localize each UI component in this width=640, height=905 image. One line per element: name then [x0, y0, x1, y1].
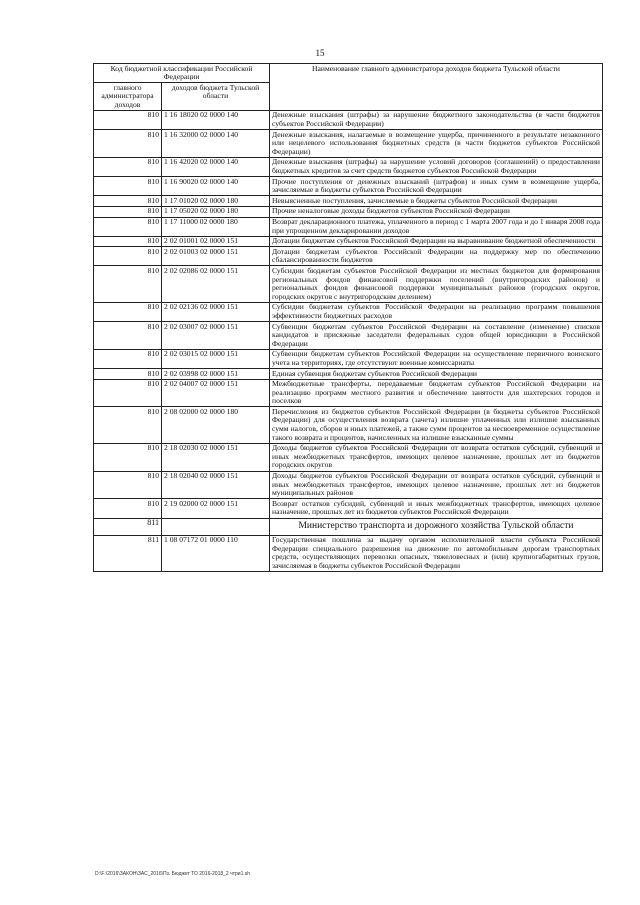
table-row	[94, 499, 603, 518]
row-admin-code: 810	[94, 266, 162, 302]
header-income-code: доходов бюджета Тульской области	[162, 83, 270, 111]
row-income-name: Денежные взыскания, налагаемые в возмещение ущерба, причиненного в результате незаконного или нецелевого использования бюджетных средств (в части бюджетов субъектов Российской Федерации)	[270, 130, 603, 158]
table-row	[94, 196, 603, 207]
row-admin-code: 810	[94, 443, 162, 471]
row-admin-code: 810	[94, 217, 162, 236]
table-body	[94, 110, 603, 571]
row-income-code: 2 02 03998 02 0000 151	[162, 369, 270, 380]
row-income-code: 2 02 02136 02 0000 151	[162, 302, 270, 321]
row-income-code: 1 16 42020 02 0000 140	[162, 157, 270, 176]
row-admin-code: 810	[94, 130, 162, 158]
row-income-name: Субвенции бюджетам субъектов Российской Федерации на осуществление первичного воинского учета на территориях, где отсутствуют военные комиссариаты	[270, 349, 603, 368]
row-admin-code: 810	[94, 349, 162, 368]
table-row	[94, 322, 603, 350]
row-income-name: Субсидии бюджетам субъектов Российской Федерации из местных бюджетов для формирования региональных фондов финансовой поддержки поселений (внутригородских районов) и региональных фондов финансовой поддержки муниципальных районов (городских округов, городских округов с внутригородским делением)	[270, 266, 603, 302]
row-income-name: Возврат декларационного платежа, уплаченного в период с 1 марта 2007 года и до 1 января 2008 года при упрощенном декларировании доходов	[270, 217, 603, 236]
row-income-name: Прочие поступления от денежных взысканий (штрафов) и иных сумм в возмещение ущерба, зачисляемые в бюджеты субъектов Российской Федерации	[270, 177, 603, 196]
row-income-name: Невыясненные поступления, зачисляемые в бюджеты субъектов Российской Федерации	[270, 196, 603, 207]
row-income-name: Денежные взыскания (штрафы) за нарушение условий договоров (соглашений) о предоставлении бюджетных кредитов за счет средств бюджетов субъектов Российской Федерации	[270, 157, 603, 176]
row-admin-code: 810	[94, 206, 162, 217]
table-row	[94, 247, 603, 266]
row-admin-code: 810	[94, 322, 162, 350]
row-income-code: 2 02 04007 02 0000 151	[162, 379, 270, 407]
row-admin-code: 810	[94, 236, 162, 247]
ministry-section-row	[94, 518, 603, 535]
row-income-name: Дотации бюджетам субъектов Российской Федерации на поддержку мер по обеспечению сбалансированности бюджетов	[270, 247, 603, 266]
table-row	[94, 266, 603, 302]
row-income-code: 2 02 01003 02 0000 151	[162, 247, 270, 266]
row-income-code: 2 02 03007 02 0000 151	[162, 322, 270, 350]
row-income-name: Доходы бюджетов субъектов Российской Федерации от возврата остатков субсидий, субвенций и иных межбюджетных трансфертов, имеющих целевое назначение, прошлых лет из бюджетов муниципальных районов	[270, 471, 603, 499]
row-income-name: Субвенции бюджетам субъектов Российской Федерации на составление (изменение) списков кандидатов в присяжные заседатели федеральных судов общей юрисдикции в Российской Федерации	[270, 322, 603, 350]
table-row	[94, 369, 603, 380]
row-income-code: 2 19 02000 02 0000 151	[162, 499, 270, 518]
row-income-code: 2 02 02086 02 0000 151	[162, 266, 270, 302]
row-admin-code: 811	[94, 535, 162, 571]
table-row	[94, 217, 603, 236]
table-row	[94, 236, 603, 247]
table-row	[94, 110, 603, 129]
row-admin-code: 810	[94, 407, 162, 443]
table-header-row	[94, 64, 603, 83]
row-admin-code: 810	[94, 369, 162, 380]
row-admin-code: 810	[94, 302, 162, 321]
row-income-code: 1 17 11000 02 0000 180	[162, 217, 270, 236]
row-admin-code: 810	[94, 247, 162, 266]
header-main-admin: главного администратора доходов	[94, 83, 162, 111]
row-admin-code: 810	[94, 499, 162, 518]
row-income-name: Межбюджетные трансферты, передаваемые бюджетам субъектов Российской Федерации на реализацию программ местного развития и обеспечение занятости для шахтерских городов и поселков	[270, 379, 603, 407]
table-row	[94, 157, 603, 176]
row-income-code: 2 18 02040 02 0000 151	[162, 471, 270, 499]
row-income-name: Возврат остатков субсидий, субвенций и иных межбюджетных трансфертов, имеющих целевое назначение, прошлых лет из бюджетов субъектов Российской Федерации	[270, 499, 603, 518]
table-row	[94, 379, 603, 407]
row-income-code: 1 16 32000 02 0000 140	[162, 130, 270, 158]
row-income-name: Дотации бюджетам субъектов Российской Федерации на выравнивание бюджетной обеспеченности	[270, 236, 603, 247]
row-admin-code: 810	[94, 196, 162, 207]
row-admin-code: 810	[94, 177, 162, 196]
row-income-code: 1 16 90020 02 0000 140	[162, 177, 270, 196]
row-income-name: Государственная пошлина за выдачу органом исполнительной власти субъекта Российской Федерации специального разрешения на движение по автомобильным дорогам транспортных средств, осуществляющих перевозки опасных, тяжеловесных и (или) крупногабаритных грузов, зачисляемая в бюджеты субъектов Российской Федерации	[270, 535, 603, 571]
row-income-name: Субсидии бюджетам субъектов Российской Федерации на реализацию программ повышения эффективности бюджетных расходов	[270, 302, 603, 321]
row-income-name: Денежные взыскания (штрафы) за нарушение бюджетного законодательства (в части бюджетов субъектов Российской Федерации)	[270, 110, 603, 129]
row-income-name: Перечисления из бюджетов субъектов Российской Федерации (в бюджеты субъектов Российской Федерации) для осуществления возврата (зачета) излишне уплаченных или излишне взысканных сумм налогов, сборов и иных платежей, а также сумм процентов за несвоевременное осуществление такого возврата и процентов, начисленных на излишне взысканные суммы	[270, 407, 603, 443]
row-admin-code: 810	[94, 110, 162, 129]
header-admin-name: Наименование главного администратора доходов бюджета Тульской области	[270, 64, 603, 111]
row-income-code: 2 02 03015 02 0000 151	[162, 349, 270, 368]
section-admin-code: 811	[94, 518, 162, 535]
page-number: 15	[315, 48, 325, 58]
row-income-code: 1 17 01020 02 0000 180	[162, 196, 270, 207]
row-admin-code: 810	[94, 157, 162, 176]
row-admin-code: 810	[94, 379, 162, 407]
row-income-name: Доходы бюджетов субъектов Российской Федерации от возврата остатков субсидий, субвенций и иных межбюджетных трансфертов, имеющих целевое назначение, прошлых лет из бюджетов городских округов	[270, 443, 603, 471]
row-income-code: 2 02 01001 02 0000 151	[162, 236, 270, 247]
row-income-name: Единая субвенция бюджетам субъектов Российской Федерации	[270, 369, 603, 380]
section-ministry-name: Министерство транспорта и дорожного хозяйства Тульской области	[270, 518, 603, 535]
file-path-footer: D:\F:\2016\ЗАКОН\ЗАС_2016\Пз. Бюджет ТО 2016-2018_2 чтри1.sh	[95, 871, 251, 877]
budget-classification-table	[93, 63, 603, 572]
table-row	[94, 349, 603, 368]
row-income-code: 2 18 02030 02 0000 151	[162, 443, 270, 471]
row-income-code: 1 16 18020 02 0000 140	[162, 110, 270, 129]
table-row	[94, 206, 603, 217]
table-row	[94, 130, 603, 158]
table-row	[94, 407, 603, 443]
row-income-name: Прочие неналоговые доходы бюджетов субъектов Российской Федерации	[270, 206, 603, 217]
header-code-group: Код бюджетной классификации Российской Федерации	[94, 64, 270, 83]
row-income-code: 1 08 07172 01 0000 110	[162, 535, 270, 571]
section-income-code	[162, 518, 270, 535]
table-row	[94, 177, 603, 196]
table-row	[94, 535, 603, 571]
table-row	[94, 443, 603, 471]
table-row	[94, 471, 603, 499]
row-income-code: 2 08 02000 02 0000 180	[162, 407, 270, 443]
row-admin-code: 810	[94, 471, 162, 499]
row-income-code: 1 17 05020 02 0000 180	[162, 206, 270, 217]
table-row	[94, 302, 603, 321]
